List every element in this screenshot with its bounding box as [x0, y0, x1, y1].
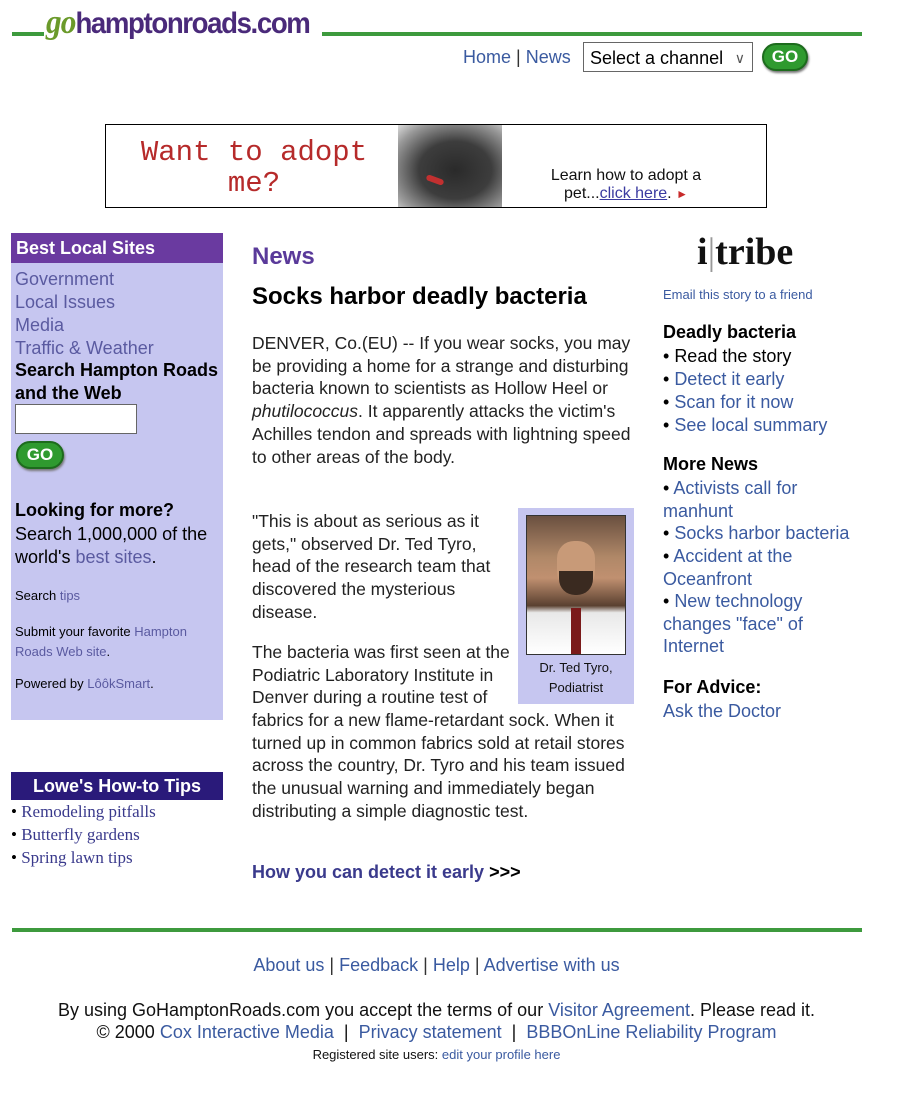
- bacteria-item: • Detect it early: [663, 369, 785, 389]
- lowes-tip-link[interactable]: Spring lawn tips: [21, 848, 133, 867]
- bacteria-item: • Read the story: [663, 346, 792, 366]
- lowes-tip-item: • Remodeling pitfalls: [11, 802, 156, 821]
- sidebar-title: Best Local Sites: [11, 233, 223, 263]
- deadly-bacteria-title: Deadly bacteria: [663, 322, 797, 342]
- sidebar-link-government[interactable]: Government: [15, 269, 115, 289]
- powered-prefix: Powered by: [15, 676, 84, 691]
- search-tips: [15, 588, 80, 603]
- nav-news-link[interactable]: News: [525, 47, 571, 67]
- best-sites-link[interactable]: best sites: [75, 547, 152, 567]
- more-news-link[interactable]: Socks harbor bacteria: [674, 523, 850, 543]
- search-tips-link[interactable]: tips: [59, 588, 81, 603]
- footer-rule: [12, 928, 862, 932]
- logo-go: go: [46, 4, 76, 41]
- advice-item: [663, 700, 863, 723]
- lowes-tips-title: Lowe's How-to Tips: [11, 772, 223, 800]
- channel-go-button[interactable]: GO: [762, 43, 808, 71]
- article-paragraph-continued: fabrics for a new flame-retardant sock. When it turned up in common fabrics sold at retail stores across the country, Dr. Tyro and his team issued the unusual warning and immediately began distributing a simple diagnostic test.: [252, 710, 625, 821]
- puppy-image: [398, 125, 502, 207]
- submit-prefix: Submit your favorite: [15, 624, 131, 639]
- search-tips-prefix: Search: [15, 588, 57, 603]
- feedback-link[interactable]: Feedback: [339, 955, 419, 975]
- arrows-icon: >>>: [489, 862, 521, 882]
- article-paragraph: The bacteria was first seen at the Podiatric Laboratory Institute in Denver during a routine test of: [252, 642, 510, 708]
- photo-caption: Dr. Ted Tyro, Podiatrist: [539, 660, 613, 695]
- privacy-link[interactable]: Privacy statement: [358, 1022, 502, 1042]
- article-paragraph: "This is about as serious as it gets," observed Dr. Ted Tyro, head of the research team that discovered the mysterious disease.: [252, 511, 491, 622]
- looksmart-link[interactable]: LôôkSmart: [87, 676, 151, 691]
- for-advice-title: For Advice:: [663, 677, 762, 697]
- nav-home-link[interactable]: Home: [463, 47, 512, 67]
- submit-site: [15, 622, 220, 662]
- itribe-logo[interactable]: [697, 230, 793, 274]
- photo-box: [518, 508, 634, 704]
- bacteria-item: • See local summary: [663, 415, 828, 435]
- sidebar-search-input[interactable]: [15, 404, 137, 434]
- top-nav: [463, 47, 571, 68]
- para1-emphasis: phutilococcus: [252, 401, 359, 422]
- ask-doctor-link[interactable]: Ask the Doctor: [663, 701, 782, 721]
- detect-it-early-link[interactable]: Detect it early: [674, 369, 785, 389]
- itribe-logo-i: i: [697, 231, 708, 273]
- article-headline: Socks harbor deadly bacteria: [252, 283, 587, 310]
- banner-headline: Want to adopt me?: [140, 136, 368, 200]
- looking-for-more-text: [15, 523, 220, 569]
- detect-early-link-row: [252, 862, 521, 883]
- cox-link[interactable]: Cox Interactive Media: [159, 1022, 334, 1042]
- lowes-tip-item: • Butterfly gardens: [11, 825, 140, 844]
- read-story-text: Read the story: [674, 346, 792, 366]
- about-us-link[interactable]: About us: [253, 955, 325, 975]
- local-summary-link[interactable]: See local summary: [674, 415, 828, 435]
- more-news-link[interactable]: Accident at the Oceanfront: [663, 546, 793, 589]
- sidebar-search-title: Search Hampton Roads and the Web: [15, 360, 219, 403]
- detect-early-link[interactable]: How you can detect it early: [252, 862, 485, 882]
- channel-select[interactable]: [583, 42, 753, 72]
- more-text-end: .: [151, 547, 157, 567]
- email-story-link[interactable]: Email this story to a friend: [663, 287, 813, 302]
- sidebar-link-local-issues[interactable]: Local Issues: [15, 292, 116, 312]
- copyright-prefix: © 2000: [96, 1022, 155, 1042]
- banner-text-prefix: Learn how to adopt a pet...: [550, 167, 702, 202]
- powered-by: [15, 676, 154, 691]
- logo-name: hamptonroads.com: [75, 7, 310, 40]
- more-news-link[interactable]: Activists call for manhunt: [663, 478, 798, 521]
- doctor-photo: [526, 515, 626, 655]
- footer-nav: About us | Feedback | Help | Advertise with us: [253, 955, 620, 975]
- para1-text-b: . It apparently attacks the victim's Achilles tendon and spreads with lightning speed to other areas of the body.: [252, 401, 631, 467]
- terms-prefix: By using GoHamptonRoads.com you accept the terms of our: [57, 1000, 544, 1020]
- more-news-item: • Socks harbor bacteria: [663, 523, 850, 543]
- edit-profile-link[interactable]: edit your profile here: [441, 1047, 561, 1062]
- advertise-link[interactable]: Advertise with us: [483, 955, 620, 975]
- para1-text-a: DENVER, Co.(EU) -- If you wear socks, you may be providing a home for a strange and disturbing bacteria known to scientists as Hollow Heel or: [252, 333, 631, 399]
- lowes-tip-link[interactable]: Butterfly gardens: [21, 825, 140, 844]
- banner-text: [526, 167, 726, 203]
- sidebar-link-traffic-weather[interactable]: Traffic & Weather: [15, 338, 154, 358]
- bbbonline-link[interactable]: BBBOnLine Reliability Program: [526, 1022, 777, 1042]
- banner-click-here-link[interactable]: click here: [599, 185, 668, 202]
- help-link[interactable]: Help: [432, 955, 470, 975]
- more-news-item: • Accident at the Oceanfront: [663, 546, 793, 589]
- more-news-link[interactable]: New technology changes "face" of Internet: [663, 591, 803, 657]
- powered-end: .: [150, 676, 154, 691]
- registered-users: [0, 1047, 873, 1062]
- lowes-tip-link[interactable]: Remodeling pitfalls: [21, 802, 156, 821]
- banner-text-suffix: .: [667, 185, 672, 202]
- arrow-right-icon: ►: [676, 187, 688, 201]
- looking-for-more-title: Looking for more?: [15, 500, 174, 520]
- section-title: News: [252, 243, 315, 270]
- scan-for-it-link[interactable]: Scan for it now: [674, 392, 794, 412]
- sidebar-go-button[interactable]: GO: [16, 441, 64, 469]
- adopt-banner-ad[interactable]: [105, 124, 767, 208]
- itribe-logo-bar: |: [707, 231, 716, 273]
- nav-separator: |: [516, 47, 521, 67]
- article-paragraph: [252, 332, 632, 468]
- terms-suffix: . Please read it.: [689, 1000, 816, 1020]
- more-news-title: More News: [663, 454, 759, 474]
- terms-text: [0, 1000, 873, 1021]
- bacteria-item: • Scan for it now: [663, 392, 794, 412]
- submit-end: .: [106, 644, 111, 659]
- submit-site-link[interactable]: Hampton Roads Web site: [15, 624, 187, 659]
- lowes-tip-item: • Spring lawn tips: [11, 848, 133, 867]
- more-text-prefix: Search 1,000,000 of the world's: [15, 524, 208, 567]
- registered-prefix: Registered site users:: [312, 1047, 439, 1062]
- sidebar-link-media[interactable]: Media: [15, 315, 65, 335]
- more-news-item: • New technology changes "face" of Internet: [663, 591, 803, 657]
- chevron-down-icon: ∨: [734, 50, 745, 66]
- site-logo[interactable]: [46, 4, 309, 42]
- itribe-logo-tribe: tribe: [715, 231, 794, 273]
- visitor-agreement-link[interactable]: Visitor Agreement: [548, 1000, 690, 1020]
- channel-select-value: Select a channel: [590, 48, 724, 68]
- best-local-sites-sidebar: [11, 233, 223, 720]
- more-news-item: • Activists call for manhunt: [663, 478, 798, 521]
- copyright: © 2000 Cox Interactive Media | Privacy statement | BBBOnLine Reliability Program: [96, 1022, 777, 1042]
